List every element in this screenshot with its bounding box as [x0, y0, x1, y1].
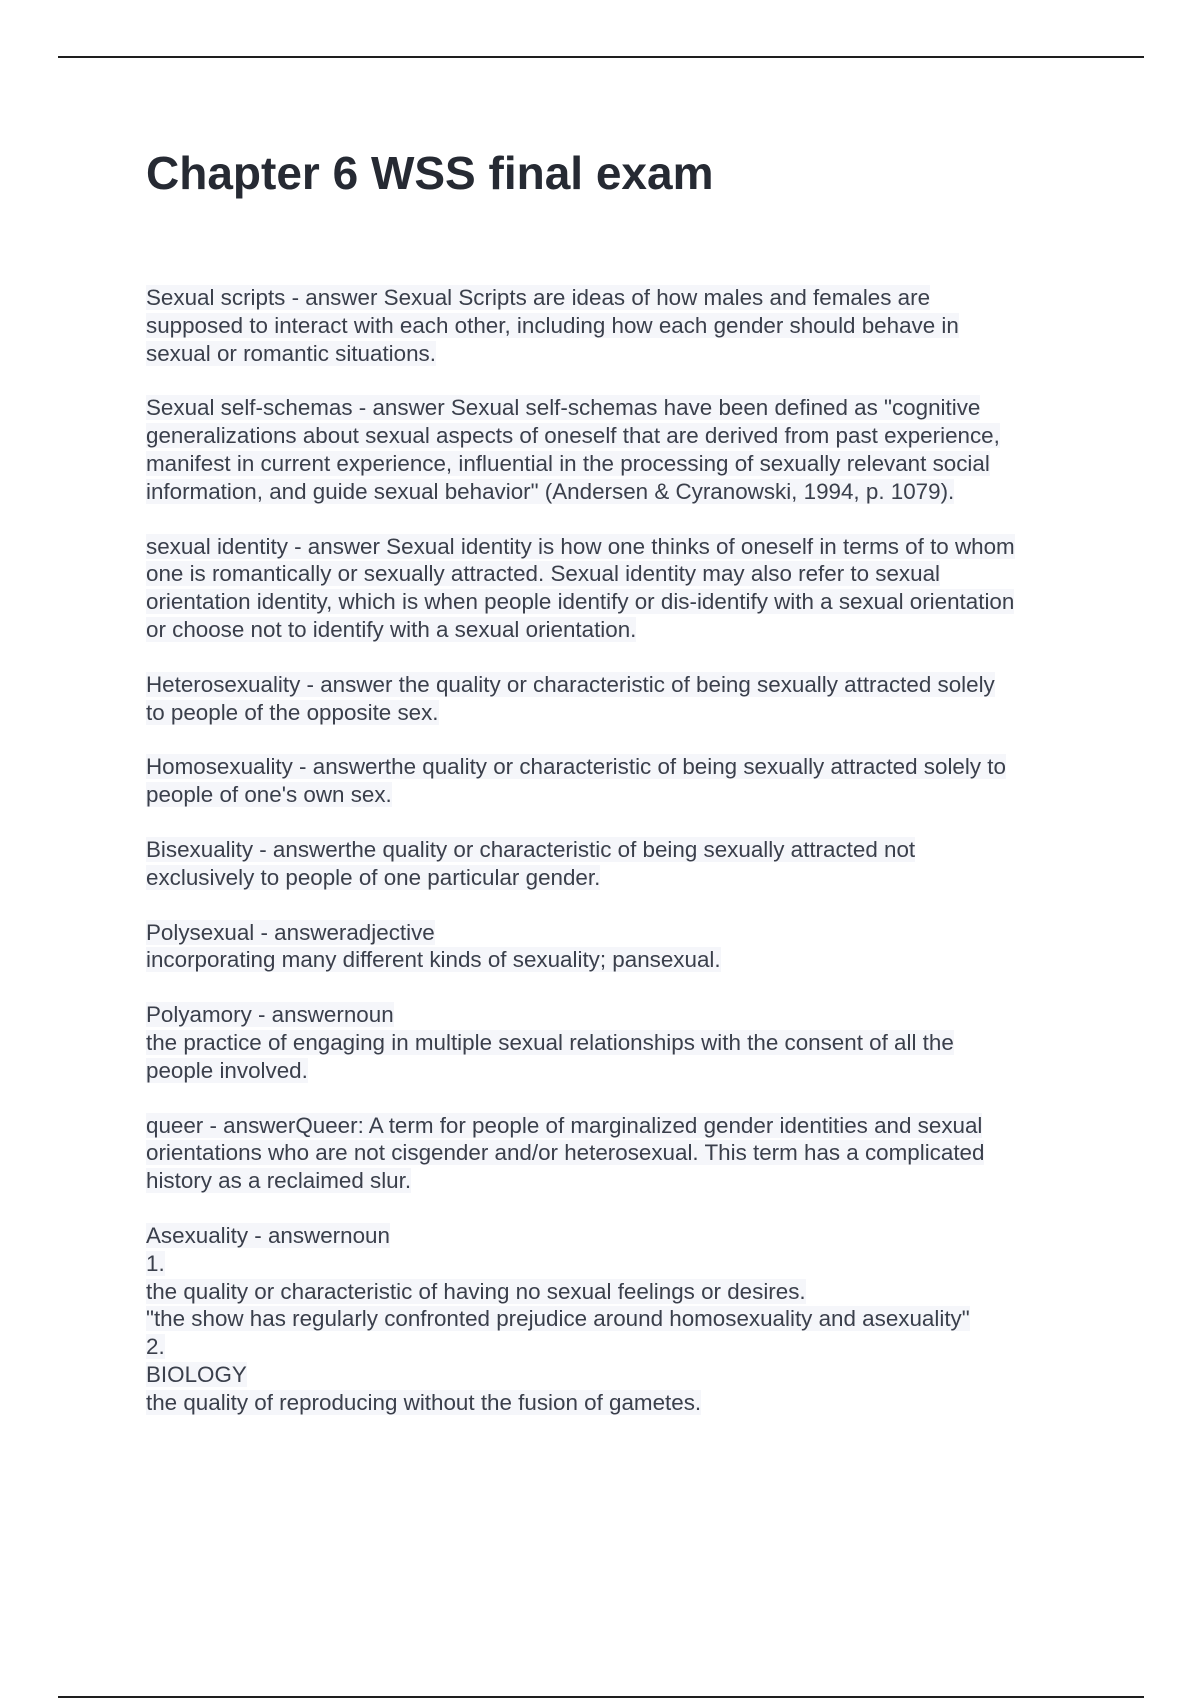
flashcard-text: supposed to interact with each other, including how each gender should behave in: [146, 312, 959, 338]
flashcard-text: Sexual scripts - answer Sexual Scripts are ideas of how males and females are: [146, 285, 931, 310]
flashcard-text: Polyamory - answernoun: [146, 1002, 394, 1028]
flashcard-text: BIOLOGY: [146, 1361, 247, 1387]
flashcard-entry: [146, 284, 1146, 367]
flashcard-text: manifest in current experience, influential in the processing of sexually relevant social: [146, 450, 990, 476]
flashcard-line: [146, 864, 1146, 892]
flashcard-line: [146, 1361, 1146, 1389]
flashcard-entry: [146, 1222, 1146, 1417]
flashcard-line: [146, 781, 1146, 809]
flashcard-line: [146, 394, 1146, 422]
flashcard-line: [146, 616, 1146, 644]
flashcard-line: [146, 312, 1146, 340]
flashcard-entry: [146, 1112, 1146, 1195]
flashcard-text: information, and guide sexual behavior" (Andersen & Cyranowski, 1994, p. 1079).: [146, 478, 955, 504]
flashcard-entry: [146, 394, 1146, 505]
flashcard-line: [146, 450, 1146, 478]
flashcard-line: [146, 1278, 1146, 1306]
flashcard-line: [146, 478, 1146, 506]
flashcard-text: orientations who are not cisgender and/or heterosexual. This term has a complicated: [146, 1140, 985, 1166]
flashcard-line: [146, 284, 1146, 312]
flashcard-text: the quality or characteristic of having no sexual feelings or desires.: [146, 1278, 806, 1304]
flashcard-text: or choose not to identify with a sexual orientation.: [146, 616, 637, 642]
flashcard-text: one is romantically or sexually attracted. Sexual identity may also refer to sexual: [146, 561, 940, 587]
flashcard-text: orientation identity, which is when people identify or dis-identify with a sexual orientation: [146, 589, 1015, 615]
flashcard-text: people involved.: [146, 1057, 308, 1083]
flashcard-line: [146, 340, 1146, 368]
flashcard-line: [146, 1250, 1146, 1278]
flashcard-entry: [146, 753, 1146, 809]
flashcard-line: [146, 588, 1146, 616]
flashcard-line: [146, 699, 1146, 727]
flashcard-line: [146, 1389, 1146, 1417]
flashcard-line: [146, 1167, 1146, 1195]
flashcard-line: [146, 1139, 1146, 1167]
flashcard-text: "the show has regularly confronted prejudice around homosexuality and asexuality": [146, 1306, 970, 1332]
flashcard-line: [146, 1057, 1146, 1085]
flashcard-line: [146, 422, 1146, 450]
flashcard-line: [146, 919, 1146, 947]
flashcard-line: [146, 1001, 1146, 1029]
flashcard-line: [146, 533, 1146, 561]
flashcard-line: [146, 1222, 1146, 1250]
flashcard-text: the practice of engaging in multiple sexual relationships with the consent of all the: [146, 1029, 954, 1055]
flashcard-text: Homosexuality - answerthe quality or characteristic of being sexually attracted solely to: [146, 754, 1006, 780]
footer-rule: [58, 1696, 1144, 1698]
flashcard-text: Sexual self-schemas - answer Sexual self-schemas have been defined as "cognitive: [146, 395, 981, 421]
header-rule: [58, 56, 1144, 58]
flashcard-text: Bisexuality - answerthe quality or characteristic of being sexually attracted not: [146, 836, 916, 862]
flashcard-text: Heterosexuality - answer the quality or characteristic of being sexually attracted solely: [146, 671, 995, 697]
flashcard-entry: [146, 836, 1146, 892]
flashcard-text: Polysexual - answeradjective: [146, 919, 435, 945]
flashcard-text: 1.: [146, 1250, 165, 1276]
flashcard-list: [146, 284, 1146, 1444]
flashcard-text: exclusively to people of one particular gender.: [146, 864, 601, 890]
flashcard-line: [146, 1305, 1146, 1333]
flashcard-line: [146, 946, 1146, 974]
flashcard-text: history as a reclaimed slur.: [146, 1168, 412, 1194]
flashcard-line: [146, 1333, 1146, 1361]
flashcard-text: queer - answerQueer: A term for people of marginalized gender identities and sexual: [146, 1112, 983, 1138]
flashcard-line: [146, 671, 1146, 699]
flashcard-line: [146, 836, 1146, 864]
flashcard-line: [146, 753, 1146, 781]
flashcard-line: [146, 1029, 1146, 1057]
flashcard-text: Asexuality - answernoun: [146, 1222, 390, 1248]
flashcard-entry: [146, 671, 1146, 727]
flashcard-text: 2.: [146, 1334, 165, 1360]
flashcard-entry: [146, 919, 1146, 975]
flashcard-line: [146, 560, 1146, 588]
page-title: Chapter 6 WSS final exam: [146, 147, 714, 199]
flashcard-entry: [146, 533, 1146, 644]
flashcard-text: sexual identity - answer Sexual identity is how one thinks of oneself in terms of to whom: [146, 533, 1015, 559]
flashcard-text: to people of the opposite sex.: [146, 699, 439, 725]
flashcard-text: generalizations about sexual aspects of oneself that are derived from past experience,: [146, 423, 1000, 449]
flashcard-text: incorporating many different kinds of sexuality; pansexual.: [146, 947, 721, 973]
flashcard-text: sexual or romantic situations.: [146, 340, 436, 366]
flashcard-line: [146, 1112, 1146, 1140]
flashcard-text: the quality of reproducing without the fusion of gametes.: [146, 1389, 702, 1415]
flashcard-entry: [146, 1001, 1146, 1084]
flashcard-text: people of one's own sex.: [146, 782, 392, 808]
